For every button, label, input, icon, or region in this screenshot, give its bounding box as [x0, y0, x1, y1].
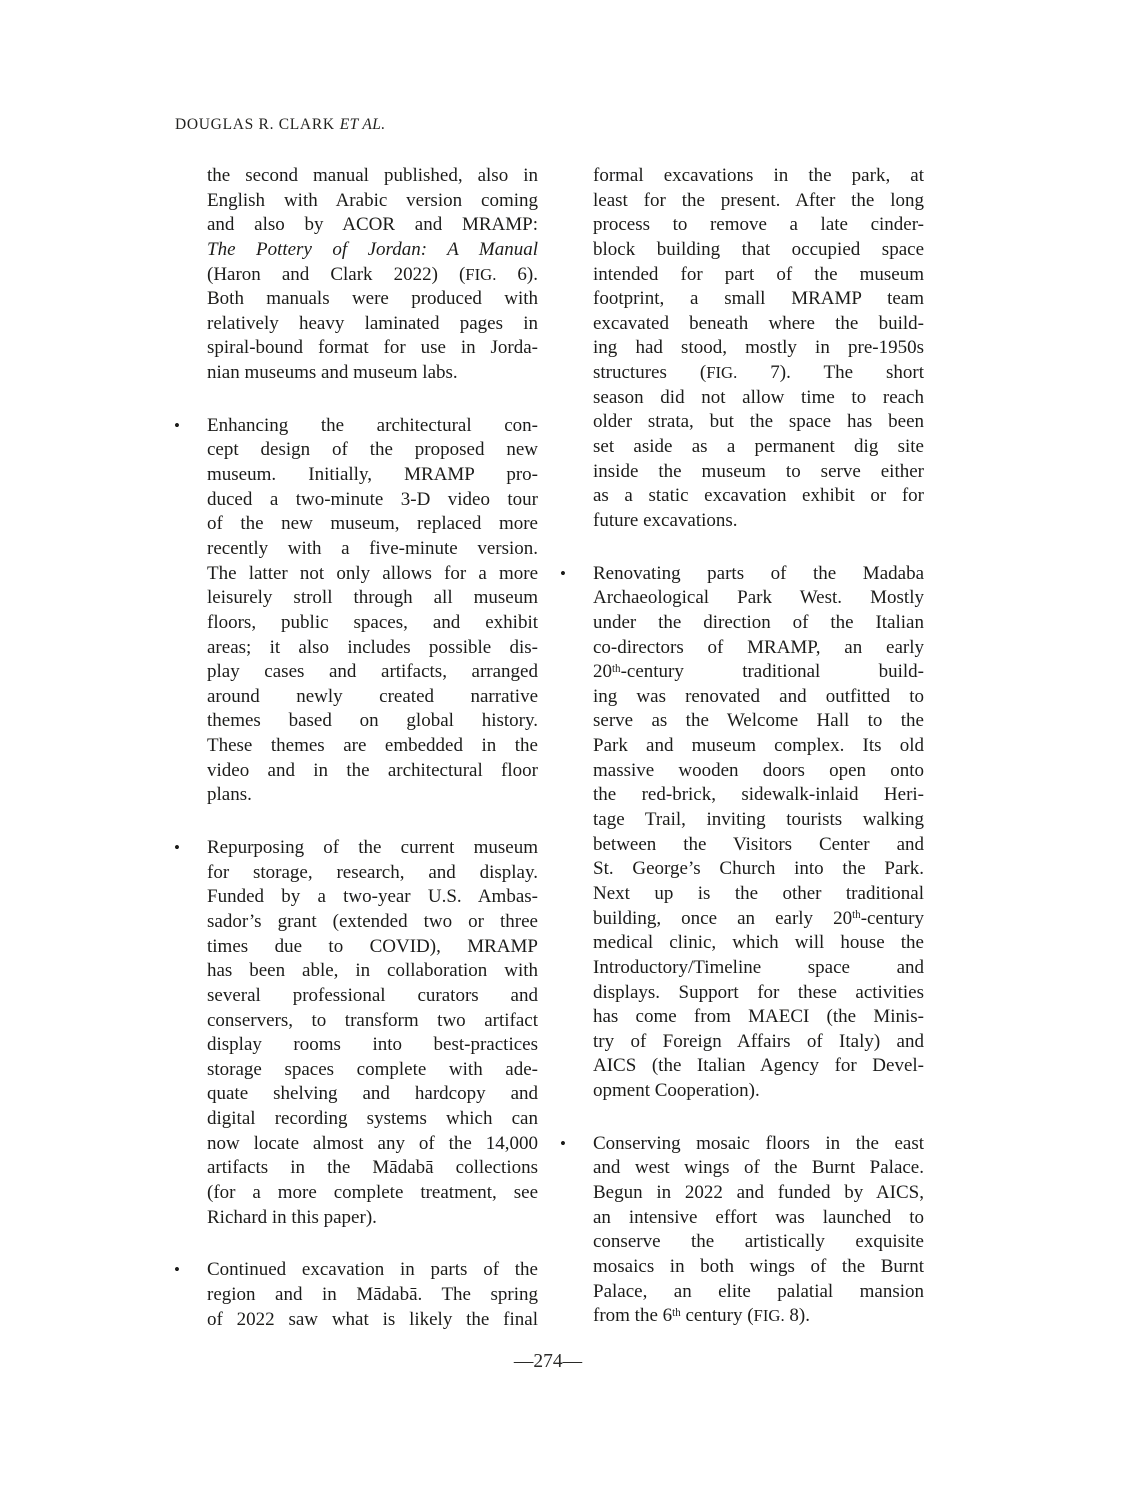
text-segment: Richard in this paper).	[207, 1206, 377, 1228]
text-line	[207, 164, 538, 189]
text-segment: building, once an early 20	[593, 907, 853, 929]
page-number: —274—	[513, 1351, 583, 1372]
text-line	[593, 636, 924, 661]
text-segment: the red-brick, sidewalk-inlaid Heri-	[593, 784, 924, 806]
text-segment: block building that occupied space	[593, 238, 924, 260]
text-segment: the second manual published, also in	[207, 165, 538, 186]
text-segment: leisurely stroll through all museum	[207, 587, 538, 609]
text-line	[207, 734, 538, 759]
text-segment: (for a more complete treatment, see	[207, 1181, 538, 1203]
text-line	[207, 611, 538, 636]
text-segment: The latter not only allows for a more	[207, 562, 538, 584]
text-line	[207, 935, 538, 960]
text-line	[593, 386, 924, 411]
text-segment: has been able, in collaboration with	[207, 960, 538, 982]
text-segment: under the direction of the Italian	[593, 611, 924, 633]
running-header	[175, 116, 386, 134]
text-segment: Next up is the other traditional	[593, 882, 924, 904]
text-line	[593, 562, 924, 587]
bullet-marker: •	[174, 1260, 180, 1280]
text-segment: try of Foreign Affairs of Italy) and	[593, 1030, 924, 1052]
text-line	[593, 238, 924, 263]
text-segment: St. George’s Church into the Park.	[593, 858, 924, 880]
text-segment: FIG.	[753, 1306, 785, 1326]
text-line	[207, 861, 538, 886]
text-segment: Both manuals were produced with	[207, 288, 538, 310]
text-line	[207, 1308, 538, 1333]
text-segment: Introductory/Timeline space and	[593, 956, 924, 978]
text-segment: Repurposing of the current museum	[207, 837, 538, 859]
text-segment: AICS (the Italian Agency for Devel-	[593, 1055, 924, 1077]
text-column-right	[558, 164, 924, 1332]
text-line	[593, 833, 924, 858]
text-segment: now locate almost any of the 14,000	[207, 1132, 538, 1154]
text-line	[593, 808, 924, 833]
text-line	[207, 910, 538, 935]
text-line	[593, 981, 924, 1006]
text-segment: of 2022 saw what is likely the final	[207, 1308, 538, 1330]
text-segment: sador’s grant (extended two or three	[207, 910, 538, 932]
bullet-item	[172, 414, 538, 808]
text-segment: structures (	[593, 362, 707, 384]
text-segment: Conserving mosaic floors in the east	[593, 1132, 924, 1154]
text-line	[207, 1181, 538, 1206]
text-segment: play cases and artifacts, arranged	[207, 661, 538, 683]
text-line	[207, 1033, 538, 1058]
text-line	[593, 189, 924, 214]
text-line	[593, 263, 924, 288]
text-line	[207, 586, 538, 611]
text-line	[207, 1132, 538, 1157]
text-line	[593, 1079, 924, 1104]
text-line	[593, 1156, 924, 1181]
text-line	[593, 931, 924, 956]
bullet-marker: •	[174, 415, 180, 435]
text-segment: museum. Initially, MRAMP pro-	[207, 464, 538, 486]
text-segment: spiral-bound format for use in Jorda-	[207, 337, 538, 359]
text-segment: serve as the Welcome Hall to the	[593, 710, 924, 732]
text-line	[593, 1206, 924, 1231]
text-line	[593, 509, 924, 534]
text-segment: Enhancing the architectural con-	[207, 414, 538, 436]
text-segment: Archaeological Park West. Mostly	[593, 587, 924, 609]
text-segment: areas; it also includes possible dis-	[207, 636, 538, 658]
text-line	[207, 1058, 538, 1083]
text-segment: times due to COVID), MRAMP	[207, 935, 538, 957]
text-segment: cept design of the proposed new	[207, 439, 538, 461]
text-line	[207, 636, 538, 661]
text-segment: FIG.	[706, 363, 738, 383]
text-line	[593, 336, 924, 361]
text-segment: medical clinic, which will house the	[593, 932, 924, 954]
text-line	[593, 1181, 924, 1206]
text-segment: and also by ACOR and MRAMP:	[207, 214, 538, 236]
text-segment: conservers, to transform two artifact	[207, 1009, 538, 1031]
bullet-item	[558, 562, 924, 1104]
bullet-item	[172, 1258, 538, 1332]
text-line	[593, 956, 924, 981]
text-line	[207, 488, 538, 513]
text-line	[593, 1230, 924, 1255]
text-line	[593, 361, 924, 386]
text-line	[593, 213, 924, 238]
text-line	[593, 1304, 924, 1329]
text-segment: around newly created narrative	[207, 685, 538, 707]
text-line	[593, 857, 924, 882]
bullet-marker: •	[174, 838, 180, 858]
text-line	[207, 1206, 538, 1231]
text-segment: century (	[680, 1305, 754, 1327]
text-segment: ing had stood, mostly in pre-1950s	[593, 337, 924, 359]
text-line	[593, 287, 924, 312]
text-line	[207, 783, 538, 808]
text-line	[207, 1156, 538, 1181]
text-line	[207, 1283, 538, 1308]
text-line	[207, 562, 538, 587]
text-segment: 20	[593, 661, 612, 683]
text-line	[207, 759, 538, 784]
superscript-text: th	[852, 909, 861, 922]
text-segment: and west wings of the Burnt Palace.	[593, 1157, 924, 1179]
text-line	[593, 611, 924, 636]
text-segment: quate shelving and hardcopy and	[207, 1083, 538, 1105]
text-segment: Palace, an elite palatial mansion	[593, 1280, 924, 1302]
text-segment: region and in Mādabā. The spring	[207, 1283, 538, 1305]
text-line	[207, 1082, 538, 1107]
text-segment: (Haron and Clark 2022) (	[207, 263, 466, 285]
text-line	[207, 537, 538, 562]
text-line	[593, 484, 924, 509]
text-line	[207, 984, 538, 1009]
superscript-text: th	[672, 1306, 681, 1319]
text-line	[593, 783, 924, 808]
text-line	[207, 189, 538, 214]
text-line	[593, 907, 924, 932]
text-segment: from the 6	[593, 1305, 673, 1327]
text-line	[593, 1255, 924, 1280]
text-segment: several professional curators and	[207, 984, 538, 1006]
text-segment: conserve the artistically exquisite	[593, 1231, 924, 1253]
text-segment: for storage, research, and display.	[207, 861, 538, 883]
text-segment: future excavations.	[593, 509, 738, 531]
text-segment: digital recording systems which can	[207, 1108, 538, 1130]
text-line	[593, 1005, 924, 1030]
text-segment: artifacts in the Mādabā collections	[207, 1157, 538, 1179]
text-line	[593, 1054, 924, 1079]
text-segment: Park and museum complex. Its old	[593, 735, 924, 757]
text-line	[207, 336, 538, 361]
text-segment: relatively heavy laminated pages in	[207, 312, 538, 334]
text-line	[593, 1030, 924, 1055]
text-segment: Begun in 2022 and funded by AICS,	[593, 1181, 924, 1203]
text-line	[207, 512, 538, 537]
text-segment: least for the present. After the long	[593, 189, 924, 211]
text-segment: themes based on global history.	[207, 710, 538, 732]
text-segment: These themes are embedded in the	[207, 735, 538, 757]
text-segment: an intensive effort was launched to	[593, 1206, 924, 1228]
text-segment: duced a two-minute 3-D video tour	[207, 488, 538, 510]
text-segment: plans.	[207, 784, 252, 806]
text-segment: nian museums and museum labs.	[207, 362, 458, 384]
text-segment: process to remove a late cinder-	[593, 214, 924, 236]
et-al-label: ET AL.	[339, 116, 386, 133]
text-segment: tage Trail, inviting tourists walking	[593, 809, 924, 831]
text-segment: opment Cooperation).	[593, 1080, 760, 1102]
text-segment: co-directors of MRAMP, an early	[593, 636, 924, 658]
text-line	[207, 1009, 538, 1034]
text-line	[593, 164, 924, 189]
text-line	[593, 312, 924, 337]
text-line	[207, 660, 538, 685]
superscript-text: th	[612, 662, 621, 675]
text-segment: formal excavations in the park, at	[593, 165, 924, 186]
text-line	[207, 463, 538, 488]
author-name: DOUGLAS R. CLARK	[175, 116, 335, 133]
text-segment: footprint, a small MRAMP team	[593, 288, 924, 310]
text-line	[207, 685, 538, 710]
text-line	[593, 882, 924, 907]
text-segment: Renovating parts of the Madaba	[593, 562, 924, 584]
text-segment: excavated beneath where the build-	[593, 312, 924, 334]
text-line	[207, 287, 538, 312]
text-line	[593, 685, 924, 710]
bullet-item	[172, 836, 538, 1230]
text-segment: inside the museum to serve either	[593, 460, 924, 482]
text-segment: mosaics in both wings of the Burnt	[593, 1255, 924, 1277]
text-line	[207, 709, 538, 734]
text-segment: between the Visitors Center and	[593, 833, 924, 855]
text-segment: FIG.	[465, 264, 497, 284]
text-line	[207, 361, 538, 386]
italic-text: The Pottery of Jordan: A Manual	[207, 238, 538, 260]
text-segment: display rooms into best-practices	[207, 1034, 538, 1056]
text-line	[593, 460, 924, 485]
text-segment: has come from MAECI (the Minis-	[593, 1006, 924, 1028]
text-line	[207, 959, 538, 984]
text-line	[207, 213, 538, 238]
text-line	[207, 312, 538, 337]
text-line	[207, 1107, 538, 1132]
text-segment: video and in the architectural floor	[207, 759, 538, 781]
text-segment: 8).	[784, 1305, 810, 1327]
text-segment: 6).	[496, 263, 538, 285]
paragraph	[558, 164, 924, 534]
text-line	[593, 660, 924, 685]
text-segment: displays. Support for these activities	[593, 981, 924, 1003]
text-line	[207, 238, 538, 263]
text-segment: massive wooden doors open onto	[593, 759, 924, 781]
text-segment: season did not allow time to reach	[593, 386, 924, 408]
bullet-item	[558, 1132, 924, 1329]
text-line	[207, 438, 538, 463]
bullet-marker: •	[560, 1133, 566, 1153]
text-segment: of the new museum, replaced more	[207, 513, 538, 535]
bullet-marker: •	[560, 563, 566, 583]
text-line	[593, 1132, 924, 1157]
text-line	[593, 410, 924, 435]
text-line	[593, 1280, 924, 1305]
text-line	[593, 759, 924, 784]
paragraph	[172, 164, 538, 386]
text-segment: as a static excavation exhibit or for	[593, 485, 924, 507]
text-segment: floors, public spaces, and exhibit	[207, 611, 538, 633]
text-line	[207, 1258, 538, 1283]
text-segment: recently with a five-minute version.	[207, 537, 538, 559]
text-segment: Continued excavation in parts of the	[207, 1259, 538, 1281]
text-segment: English with Arabic version coming	[207, 189, 538, 211]
text-line	[593, 709, 924, 734]
text-line	[593, 734, 924, 759]
text-line	[593, 586, 924, 611]
text-segment: 7). The short	[737, 362, 924, 384]
two-column-text	[172, 164, 924, 1332]
text-segment: older strata, but the space has been	[593, 411, 924, 433]
text-line	[593, 435, 924, 460]
text-line	[207, 836, 538, 861]
text-line	[207, 263, 538, 288]
text-line	[207, 885, 538, 910]
text-segment: ing was renovated and outfitted to	[593, 685, 924, 707]
text-segment: -century	[860, 907, 924, 929]
text-line	[207, 414, 538, 439]
text-segment: Funded by a two-year U.S. Ambas-	[207, 886, 538, 908]
text-segment: storage spaces complete with ade-	[207, 1058, 538, 1080]
text-column-left	[172, 164, 538, 1332]
text-segment: -century traditional build-	[620, 661, 924, 683]
text-segment: set aside as a permanent dig site	[593, 436, 924, 458]
text-segment: intended for part of the museum	[593, 263, 924, 285]
